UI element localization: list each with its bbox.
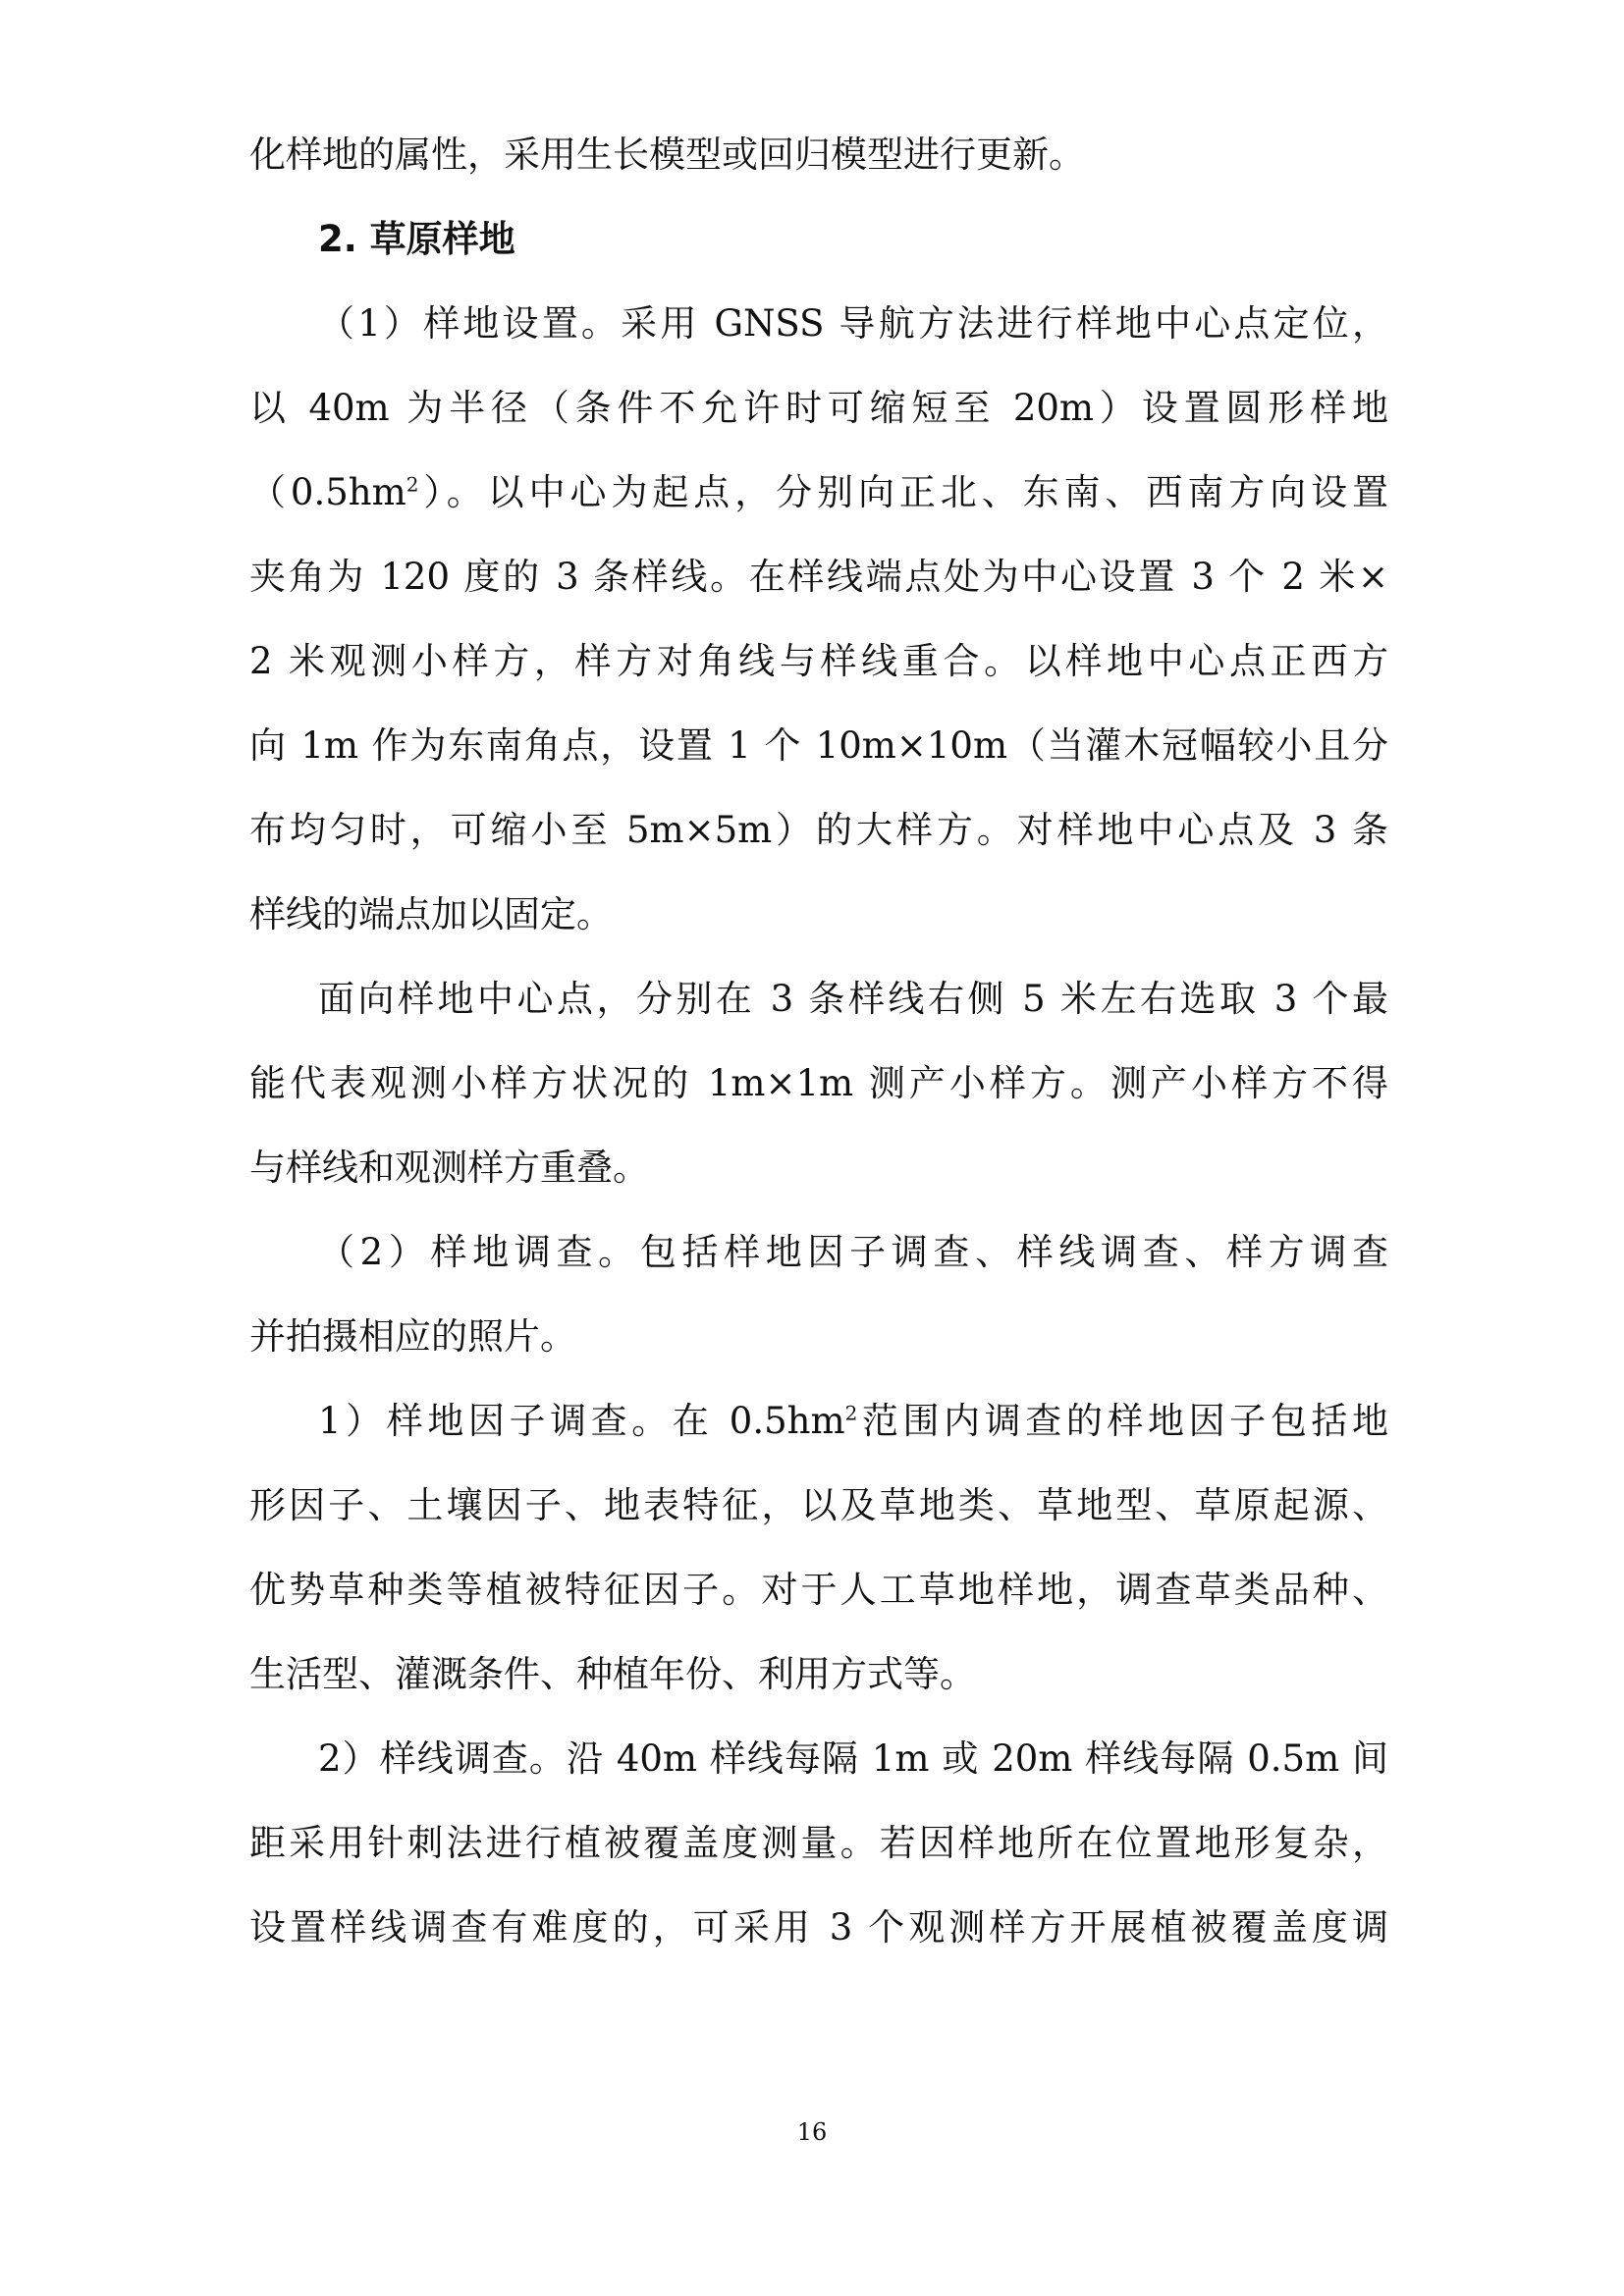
paragraph-line-22: 设置样线调查有难度的，可采用 3 个观测样方开展植被覆盖度调: [249, 1906, 1388, 1949]
line-5-after: ）。以中心为起点，分别向正北、东南、西南方向设置: [418, 471, 1389, 513]
paragraph-line-11: 面向样地中心点，分别在 3 条样线右侧 5 米左右选取 3 个最: [318, 978, 1388, 1020]
paragraph-line-1: 化样地的属性，采用生长模型或回归模型进行更新。: [249, 133, 1085, 176]
page-number: 16: [796, 2118, 828, 2146]
paragraph-line-21: 距采用针刺法进行植被覆盖度测量。若因样地所在位置地形复杂，: [249, 1822, 1388, 1864]
paragraph-line-19: 生活型、灌溉条件、种植年份、利用方式等。: [249, 1653, 976, 1695]
paragraph-line-3: （1）样地设置。采用 GNSS 导航方法进行样地中心点定位，: [318, 302, 1388, 345]
section-heading: 2. 草原样地: [318, 218, 515, 260]
superscript-2-a: 2: [406, 472, 419, 497]
paragraph-line-17: 形因子、土壤因子、地表特征，以及草地类、草地型、草原起源、: [249, 1484, 1388, 1526]
line-16-after: 范围内调查的样地因子包括地: [857, 1400, 1389, 1442]
paragraph-line-10: 样线的端点加以固定。: [249, 893, 613, 935]
paragraph-line-7: 2 米观测小样方，样方对角线与样线重合。以样地中心点正西方: [249, 640, 1388, 682]
paragraph-line-16: [318, 1376, 1388, 1467]
paragraph-line-15: 并拍摄相应的照片。: [249, 1315, 576, 1358]
paragraph-line-8: 向 1m 作为东南角点，设置 1 个 10m×10m（当灌木冠幅较小且分: [249, 724, 1388, 767]
paragraph-line-6: 夹角为 120 度的 3 条样线。在样线端点处为中心设置 3 个 2 米×: [249, 556, 1388, 598]
paragraph-line-5: [249, 448, 1388, 538]
paragraph-line-20: 2）样线调查。沿 40m 样线每隔 1m 或 20m 样线每隔 0.5m 间: [318, 1737, 1388, 1780]
paragraph-line-18: 优势草种类等植被特征因子。对于人工草地样地，调查草类品种、: [249, 1569, 1388, 1611]
paragraph-line-9: 布均匀时，可缩小至 5m×5m）的大样方。对样地中心点及 3 条: [249, 809, 1388, 851]
paragraph-line-13: 与样线和观测样方重叠。: [249, 1147, 649, 1189]
line-5-before: （0.5hm: [249, 471, 406, 513]
paragraph-line-12: 能代表观测小样方状况的 1m×1m 测产小样方。测产小样方不得: [249, 1062, 1388, 1104]
paragraph-line-14: （2）样地调查。包括样地因子调查、样线调查、样方调查: [318, 1231, 1388, 1273]
paragraph-line-4: 以 40m 为半径（条件不允许时可缩短至 20m）设置圆形样地: [249, 387, 1388, 429]
superscript-2-b: 2: [844, 1401, 858, 1425]
line-16-before: 1）样地因子调查。在 0.5hm: [318, 1400, 845, 1442]
